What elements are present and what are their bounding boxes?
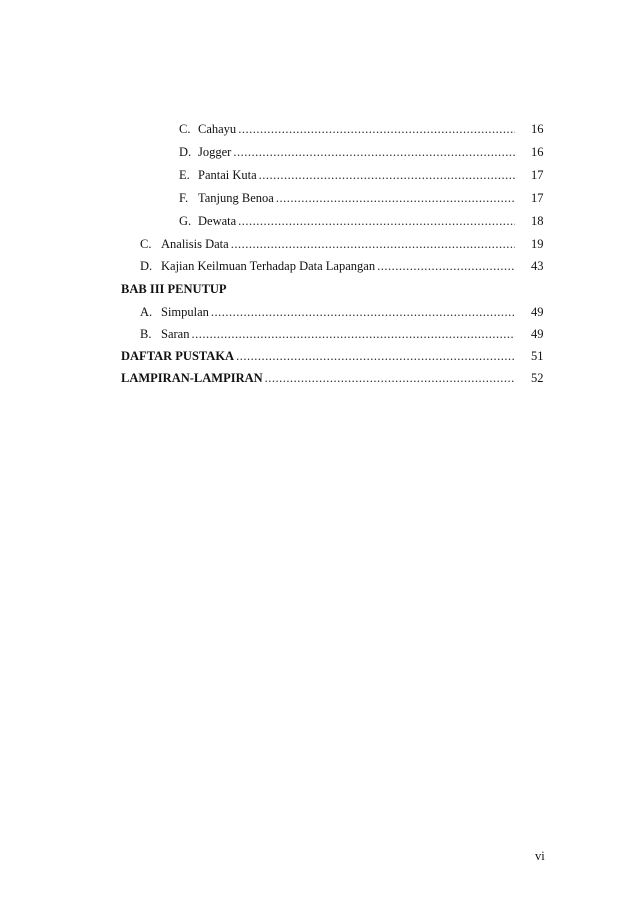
chapter-title: BAB III PENUTUP bbox=[121, 282, 227, 296]
dot-leader bbox=[238, 210, 515, 233]
toc-entry-title: DAFTAR PUSTAKA bbox=[121, 349, 235, 363]
dot-leader bbox=[236, 345, 515, 368]
toc-marker: C. bbox=[179, 122, 191, 136]
toc-entry-title: LAMPIRAN-LAMPIRAN bbox=[121, 371, 263, 385]
toc-marker: C. bbox=[140, 237, 152, 251]
toc-page-number: 52 bbox=[531, 371, 544, 385]
toc-page-number: 16 bbox=[531, 122, 544, 136]
toc-entry-analisis-data bbox=[0, 233, 638, 255]
dot-leader bbox=[259, 164, 515, 187]
toc-marker: B. bbox=[140, 327, 152, 341]
toc-page-number: 51 bbox=[531, 349, 544, 363]
toc-entry-dewata bbox=[0, 210, 638, 233]
toc-entry-tanjung-benoa bbox=[0, 187, 638, 210]
toc-entry-pantai-kuta bbox=[0, 164, 638, 187]
toc-page-number: 17 bbox=[531, 168, 544, 182]
toc-entry-title: Dewata bbox=[198, 214, 237, 228]
dot-leader bbox=[377, 255, 515, 278]
dot-leader bbox=[276, 187, 515, 210]
toc-entry-jogger bbox=[0, 141, 638, 164]
toc-page-number: 16 bbox=[531, 145, 544, 159]
table-of-contents bbox=[0, 118, 638, 389]
toc-entry-simpulan bbox=[0, 301, 638, 323]
toc-marker: A. bbox=[140, 305, 153, 319]
toc-page-number: 49 bbox=[531, 305, 544, 319]
toc-page-number: 18 bbox=[531, 214, 544, 228]
toc-entry-cahayu bbox=[0, 118, 638, 141]
toc-entry-title: Simpulan bbox=[161, 305, 209, 319]
toc-entry-title: Kajian Keilmuan Terhadap Data Lapangan bbox=[161, 259, 376, 273]
toc-entry-title: Cahayu bbox=[198, 122, 237, 136]
toc-entry-title: Saran bbox=[161, 327, 190, 341]
toc-entry-daftar-pustaka bbox=[0, 345, 638, 367]
dot-leader bbox=[233, 141, 515, 164]
toc-marker: F. bbox=[179, 191, 189, 205]
toc-entry-saran bbox=[0, 323, 638, 345]
toc-entry-lampiran bbox=[0, 367, 638, 389]
page-folio: vi bbox=[535, 849, 545, 863]
dot-leader bbox=[265, 367, 515, 390]
dot-leader bbox=[191, 323, 515, 346]
toc-entry-title: Pantai Kuta bbox=[198, 168, 257, 182]
toc-marker: G. bbox=[179, 214, 192, 228]
toc-entry-title: Analisis Data bbox=[161, 237, 229, 251]
toc-marker: E. bbox=[179, 168, 190, 182]
toc-page-number: 17 bbox=[531, 191, 544, 205]
dot-leader bbox=[211, 301, 515, 324]
toc-entry-title: Jogger bbox=[198, 145, 232, 159]
toc-entry-title: Tanjung Benoa bbox=[198, 191, 274, 205]
toc-page-number: 43 bbox=[531, 259, 544, 273]
toc-marker: D. bbox=[140, 259, 153, 273]
toc-entry-kajian-keilmuan bbox=[0, 255, 638, 277]
toc-page-number: 19 bbox=[531, 237, 544, 251]
dot-leader bbox=[231, 233, 515, 256]
toc-chapter-heading bbox=[0, 277, 638, 301]
toc-page-number: 49 bbox=[531, 327, 544, 341]
dot-leader bbox=[238, 118, 515, 141]
toc-marker: D. bbox=[179, 145, 192, 159]
